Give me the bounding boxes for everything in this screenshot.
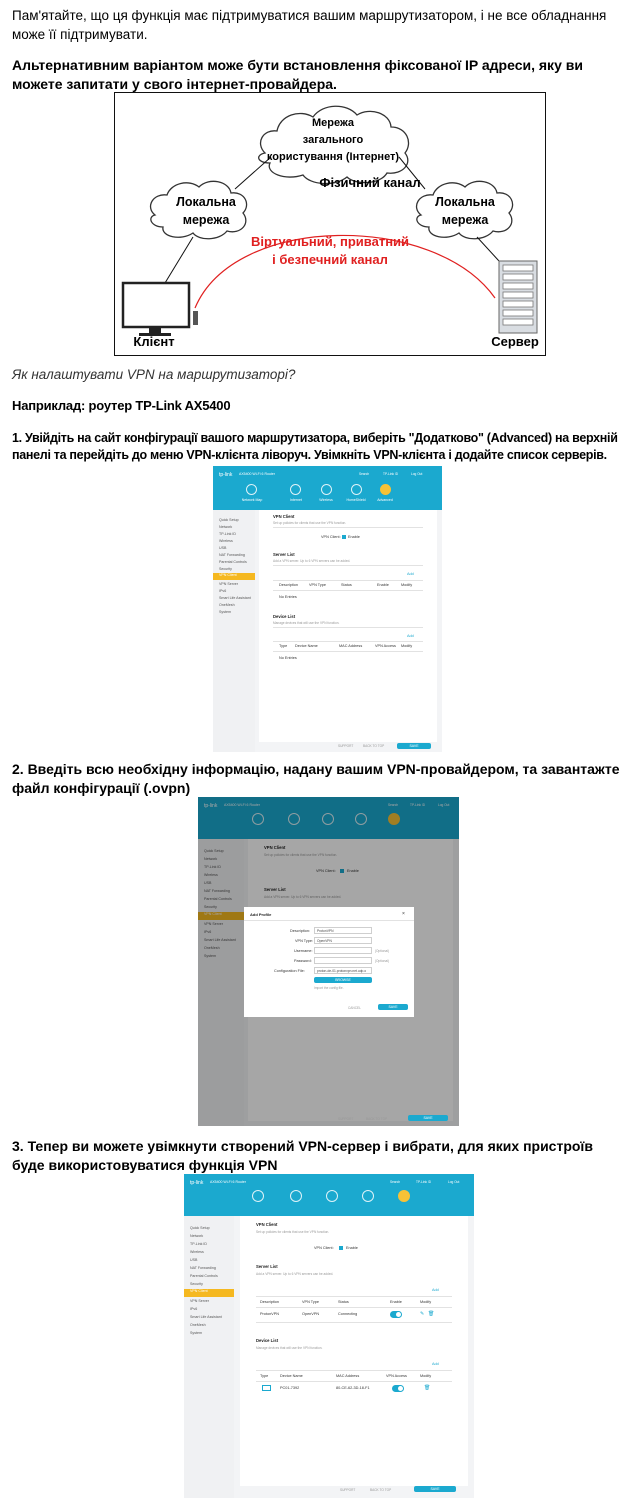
router-main-panel-3 [240, 1216, 468, 1486]
sidebar-item-onemesh[interactable]: OneMesh [219, 603, 235, 607]
delete-icon[interactable]: 🗑 [428, 1311, 435, 1317]
server3-col-modify: Modify [420, 1300, 432, 1304]
sidebar3-item-network[interactable]: Network [190, 1234, 204, 1238]
router-model: AX5400 Wi-Fi 6 Router [239, 472, 275, 476]
field-vpn-type-label: VPN Type: [295, 939, 314, 943]
device-no-entries: No Entries [279, 656, 297, 660]
modal-save-button[interactable]: SAVE [378, 1004, 408, 1010]
server-row-status: Connecting [338, 1312, 358, 1316]
field-description-label: Description: [290, 929, 311, 933]
sidebar2-item-network[interactable]: Network [204, 857, 218, 861]
nav-homeshield[interactable]: HomeShield [346, 498, 366, 502]
sidebar2-item-smart-life[interactable]: Smart Life Assistant [204, 938, 236, 942]
client-label: Клієнт [133, 334, 175, 349]
server-col-status: Status [341, 583, 352, 587]
server-row-type: OpenVPN [302, 1312, 320, 1316]
sidebar-item-ipv6[interactable]: IPv6 [219, 589, 227, 593]
nav-wireless-icon[interactable] [321, 484, 332, 495]
search-link-2[interactable]: Search [388, 803, 399, 807]
server-add-button[interactable]: Add [407, 572, 414, 576]
example-text: Наприклад: роутер TP-Link AX5400 [12, 398, 231, 413]
server-list-desc-3: Add a VPN server. Up to 6 VPN servers can be added. [256, 1272, 334, 1276]
server-col-modify: Modify [401, 583, 413, 587]
field-username-input[interactable] [314, 947, 372, 954]
device-list-desc-3: Manage devices that will use the VPN function. [256, 1346, 323, 1350]
device-add-button[interactable]: Add [407, 634, 414, 638]
tplink-id-link[interactable]: TP-Link ID [383, 472, 399, 476]
sidebar2-item-nat[interactable]: NAT Forwarding [204, 889, 230, 893]
sidebar3-item-nat[interactable]: NAT Forwarding [190, 1266, 216, 1270]
server-add-button-3[interactable]: Add [432, 1288, 439, 1292]
back-to-top-link[interactable]: BACK TO TOP [363, 744, 385, 748]
sidebar2-item-vpn-server[interactable]: VPN Server [204, 922, 223, 926]
sidebar3-item-ipv6[interactable]: IPv6 [190, 1307, 198, 1311]
sidebar2-item-usb[interactable]: USB [204, 881, 212, 885]
vpn-client-toggle-label-3: VPN Client: [314, 1246, 334, 1250]
nav-advanced-icon-3[interactable] [398, 1190, 410, 1202]
vpn-client-desc-2: Set up policies for clients that use the VPN function. [264, 853, 338, 857]
device-col-access: VPN Access [375, 644, 396, 648]
sidebar-item-nat[interactable]: NAT Forwarding [219, 553, 245, 557]
sidebar-item-usb[interactable]: USB [219, 546, 227, 550]
logout-link[interactable]: Log Out [411, 472, 423, 476]
server3-col-description: Description [260, 1300, 279, 1304]
sidebar2-item-tplink-id[interactable]: TP-Link ID [204, 865, 221, 869]
field-password-label: Password: [294, 959, 312, 963]
vpn-enable-label: Enable [348, 535, 360, 539]
device-row-name: PC01-7392 [280, 1386, 300, 1390]
field-description-input[interactable]: ProtonVPN [314, 927, 372, 934]
device-col-type: Type [279, 644, 288, 648]
sidebar3-item-security[interactable]: Security [190, 1282, 203, 1286]
nav-homeshield-icon[interactable] [351, 484, 362, 495]
sidebar3-item-smart-life[interactable]: Smart Life Assistant [190, 1315, 222, 1319]
logout-link-3[interactable]: Log Out [448, 1180, 460, 1184]
vpn-diagram [114, 92, 546, 356]
server-col-enable: Enable [377, 583, 389, 587]
vpn-client-title-2: VPN Client [264, 845, 286, 850]
router-brand-3: tp-link [190, 1180, 204, 1186]
sidebar2-item-parental[interactable]: Parental Controls [204, 897, 232, 901]
client-monitor-icon [123, 283, 198, 336]
logout-link-2[interactable]: Log Out [438, 803, 450, 807]
sidebar-item-vpn-server[interactable]: VPN Server [219, 582, 238, 586]
search-link[interactable]: Search [359, 472, 370, 476]
device3-col-access: VPN Access [386, 1374, 407, 1378]
sidebar-item-security[interactable]: Security [219, 567, 232, 571]
nav-network-map[interactable]: Network Map [241, 498, 263, 502]
nav-network-map-icon[interactable] [246, 484, 257, 495]
modal-close-icon[interactable]: × [402, 911, 405, 917]
server-col-type: VPN Type [309, 583, 327, 587]
import-note: Import the config file. [314, 986, 344, 990]
device-col-mac: MAC Address [339, 644, 363, 648]
sidebar2-item-wireless[interactable]: Wireless [204, 873, 218, 877]
device-col-modify: Modify [401, 644, 413, 648]
username-optional: (Optional) [375, 949, 389, 953]
tplink-id-link-2[interactable]: TP-Link ID [410, 803, 426, 807]
server3-col-status: Status [338, 1300, 349, 1304]
nav-network-map-icon-3[interactable] [252, 1190, 264, 1202]
router-model-2: AX5400 Wi-Fi 6 Router [224, 803, 260, 807]
field-password-input[interactable] [314, 957, 372, 964]
modal-title: Add Profile [250, 912, 272, 917]
device-col-name: Device Name [295, 644, 318, 648]
device-list-title: Device List [273, 614, 296, 619]
edit-icon[interactable]: ✎ [420, 1311, 425, 1317]
server-list-title-2: Server List [264, 887, 286, 892]
search-link-3[interactable]: Search [390, 1180, 401, 1184]
server-list-desc: Add a VPN server. Up to 6 VPN servers can be added. [273, 559, 351, 563]
nav-internet[interactable]: Internet [290, 498, 302, 502]
server3-col-enable: Enable [390, 1300, 402, 1304]
sidebar3-item-wireless[interactable]: Wireless [190, 1250, 204, 1254]
nav-advanced-icon[interactable] [380, 484, 391, 495]
device-vpn-toggle[interactable] [392, 1385, 404, 1392]
nav-internet-icon-3[interactable] [290, 1190, 302, 1202]
vpn-enable-checkbox-3[interactable] [339, 1246, 343, 1250]
server-row-description: ProtonVPN [260, 1312, 279, 1316]
router-screenshot-1 [213, 466, 442, 752]
sidebar-item-vpn-client[interactable]: VPN Client [213, 573, 255, 580]
vpn-client-toggle-label-2: VPN Client: [316, 869, 336, 873]
router-topbar-3 [184, 1174, 474, 1216]
router-model-3: AX5400 Wi-Fi 6 Router [210, 1180, 246, 1184]
sidebar3-item-vpn-client[interactable]: VPN Client [184, 1289, 234, 1297]
nav-internet-icon[interactable] [290, 484, 301, 495]
intro-text: Пам'ятайте, що ця функція має підтримуватися вашим маршрутизатором, і не все обладнання може її підтримувати. [12, 8, 607, 42]
router-brand-2: tp-link [204, 803, 218, 809]
device-add-button-3[interactable]: Add [432, 1362, 439, 1366]
router-screenshot-3 [184, 1174, 474, 1498]
alt-heading: Альтернативним варіантом може бути встановлення фіксованої IP адреси, яку ви можете запитати у свого інтернет-провайдера. [12, 57, 583, 92]
sidebar3-item-vpn-server[interactable]: VPN Server [190, 1299, 209, 1303]
device3-col-name: Device Name [280, 1374, 303, 1378]
field-vpn-type-select[interactable]: OpenVPN [314, 937, 372, 944]
sidebar2-item-ipv6[interactable]: IPv6 [204, 930, 212, 934]
vpn-enable-label-3: Enable [346, 1246, 358, 1250]
sidebar2-item-onemesh[interactable]: OneMesh [204, 946, 220, 950]
save-button[interactable]: SAVE [397, 743, 431, 749]
sidebar-item-system[interactable]: System [219, 610, 231, 614]
sidebar3-item-quick-setup[interactable]: Quick Setup [190, 1226, 210, 1230]
vpn-client-desc-3: Set up policies for clients that use the VPN function. [256, 1230, 330, 1234]
device3-col-mac: MAC Address [336, 1374, 360, 1378]
vpn-client-title-3: VPN Client [256, 1222, 278, 1227]
sidebar-item-wireless[interactable]: Wireless [219, 539, 233, 543]
sidebar2-item-quick-setup[interactable]: Quick Setup [204, 849, 224, 853]
router-sidebar [213, 510, 255, 752]
nav-advanced[interactable]: Advanced [377, 498, 393, 502]
field-config-label: Configuration File: [274, 969, 305, 973]
support-link-2[interactable]: SUPPORT [338, 1117, 354, 1121]
nav-wireless[interactable]: Wireless [319, 498, 333, 502]
sidebar2-item-security[interactable]: Security [204, 905, 217, 909]
back-to-top-link-2[interactable]: BACK TO TOP [366, 1117, 388, 1121]
vpn-client-desc: Set up policies for clients that use the VPN function. [273, 521, 347, 525]
vpn-enable-checkbox[interactable] [342, 535, 346, 539]
sidebar3-item-parental[interactable]: Parental Controls [190, 1274, 218, 1278]
sidebar-item-parental[interactable]: Parental Controls [219, 560, 247, 564]
server-rack-icon [499, 261, 537, 333]
server-list-desc-2: Add a VPN server. Up to 6 VPN servers can be added. [264, 895, 342, 899]
tplink-id-link-3[interactable]: TP-Link ID [416, 1180, 432, 1184]
save-button-2[interactable]: SAVE [408, 1115, 448, 1121]
virtual-channel-label: Віртуальний, приватний і безпечний канал [250, 234, 410, 267]
local-left-label: Локальна мережа [176, 195, 236, 227]
sidebar3-item-tplink-id[interactable]: TP-Link ID [190, 1242, 207, 1246]
internet-cloud-label: Мережа загального користування (Інтернет) [266, 117, 400, 163]
physical-channel-label: Фізичний канал [319, 175, 421, 190]
sidebar-item-smart-life[interactable]: Smart Life Assistant [219, 596, 251, 600]
router-main-panel [259, 510, 437, 742]
device3-col-type: Type [260, 1374, 269, 1378]
nav-wireless-icon-3[interactable] [326, 1190, 338, 1202]
modal-cancel-button[interactable]: CANCEL [348, 1006, 361, 1010]
server-enable-toggle[interactable] [390, 1311, 402, 1318]
vpn-client-toggle-label: VPN Client: [321, 535, 341, 539]
field-config-input[interactable]: proton-de-01.protonvpn.net.udp.o [314, 967, 372, 974]
step3-text: 3. Тепер ви можете увімкнути створений VPN-сервер і вибрати, для яких пристроїв буде використовуватися функція VPN [12, 1138, 593, 1173]
router-brand: tp-link [219, 472, 233, 478]
sidebar-item-quick-setup[interactable]: Quick Setup [219, 518, 239, 522]
device-row-mac: 80-CE-62-3D-18-F1 [336, 1386, 370, 1390]
device-list-desc: Manage devices that will use the VPN function. [273, 621, 340, 625]
local-right-label: Локальна мережа [435, 195, 495, 227]
field-username-label: Username: [294, 949, 313, 953]
sidebar3-item-onemesh[interactable]: OneMesh [190, 1323, 206, 1327]
support-link-3[interactable]: SUPPORT [340, 1488, 356, 1492]
device-list-title-3: Device List [256, 1338, 279, 1343]
question-text: Як налаштувати VPN на маршрутизаторі? [12, 367, 296, 382]
pc-device-icon [262, 1385, 271, 1391]
vpn-enable-label-2: Enable [347, 869, 359, 873]
step2-text: 2. Введіть всю необхідну інформацію, надану вашим VPN-провайдером, та завантажте файл конфігурації (.ovpn) [12, 761, 620, 796]
support-link[interactable]: SUPPORT [338, 744, 354, 748]
browse-button[interactable]: BROWSE [314, 977, 372, 983]
save-button-3[interactable]: SAVE [414, 1486, 456, 1492]
sidebar2-item-system[interactable]: System [204, 954, 216, 958]
device-delete-icon[interactable]: 🗑 [424, 1385, 431, 1391]
router-topbar [213, 466, 442, 510]
server3-col-type: VPN Type [302, 1300, 320, 1304]
sidebar-item-network[interactable]: Network [219, 525, 233, 529]
server-list-title: Server List [273, 552, 295, 557]
step1-text: 1. Увійдіть на сайт конфігурації вашого маршрутизатора, виберіть "Додатково" (Advanced) на верхній панелі та перейдіть до меню VPN-клієнта ліворуч. Увімкніть VPN-клієнта і додайте список серверів. [12, 431, 618, 462]
sidebar2-item-vpn-client[interactable]: VPN Client [198, 912, 244, 920]
sidebar3-item-system[interactable]: System [190, 1331, 202, 1335]
router-sidebar-3 [184, 1216, 234, 1498]
vpn-client-title: VPN Client [273, 514, 295, 519]
sidebar-item-tplink-id[interactable]: TP-Link ID [219, 532, 236, 536]
server-col-description: Description [279, 583, 298, 587]
back-to-top-link-3[interactable]: BACK TO TOP [370, 1488, 392, 1492]
router-screenshot-2 [198, 797, 459, 1126]
add-profile-modal [244, 907, 414, 1017]
sidebar3-item-usb[interactable]: USB [190, 1258, 198, 1262]
server-label: Сервер [491, 334, 539, 349]
server-no-entries: No Entries [279, 595, 297, 599]
server-list-title-3: Server List [256, 1264, 278, 1269]
password-optional: (Optional) [375, 959, 389, 963]
nav-homeshield-icon-3[interactable] [362, 1190, 374, 1202]
device3-col-modify: Modify [420, 1374, 432, 1378]
